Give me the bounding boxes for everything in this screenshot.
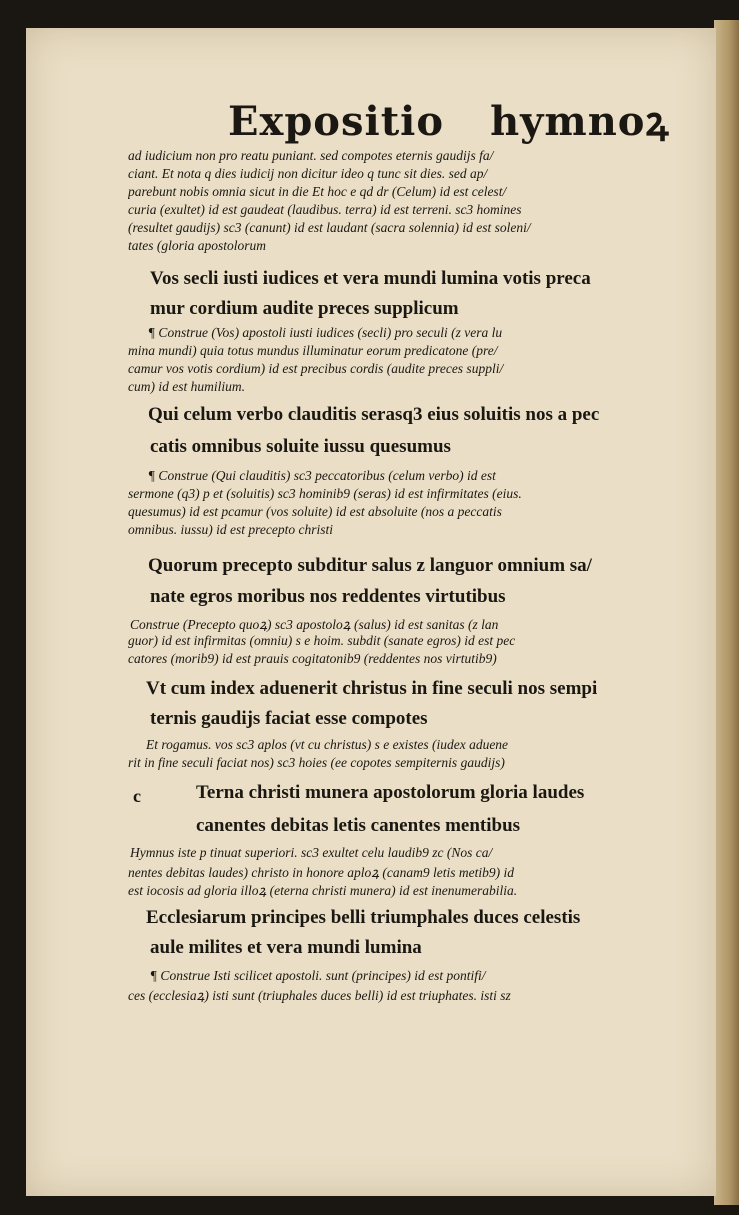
page-title <box>228 92 670 147</box>
commentary-line: ciant. Et nota q dies iudicij non dicitur ideo q tunc sit dies. sed ap/ <box>128 166 488 181</box>
commentary-line: ¶ Construe (Qui clauditis) sc3 peccatoribus (celum verbo) id est <box>148 468 496 483</box>
hymn-verse-line: mur cordium audite preces supplicum <box>150 298 459 319</box>
commentary-line: ¶ Construe (Vos) apostoli iusti iudices (secli) pro seculi (z vera lu <box>148 325 503 340</box>
commentary-line: sermone (q3) p et (soluitis) sc3 hominib9 (seras) id est infirmitates (eius. <box>128 486 522 501</box>
hymn-verse-line: Quorum precepto subditur salus z languor omnium sa/ <box>148 555 592 576</box>
commentary-line: rit in fine seculi faciat nos) sc3 hoies (ee copotes sempiternis gaudijs) <box>128 755 505 770</box>
commentary-line: mina mundi) quia totus mundus illuminatur eorum predicatone (pre/ <box>128 343 498 358</box>
hymn-verse-line: catis omnibus soluite iussu quesumus <box>150 436 451 457</box>
hymn-verse-line: nate egros moribus nos reddentes virtutibus <box>150 586 506 607</box>
hymn-verse-line: Vt cum index aduenerit christus in fine seculi nos sempi <box>146 678 598 699</box>
commentary-line: parebunt nobis omnia sicut in die Et hoc e qd dr (Celum) id est celest/ <box>128 184 507 199</box>
commentary-line: ces (ecclesiaꝝ) isti sunt (triuphales duces belli) id est triuphates. isti sz <box>128 988 511 1003</box>
title-word: Expositio <box>228 98 445 145</box>
commentary-line: omnibus. iussu) id est precepto christi <box>128 522 333 537</box>
commentary-line: tates (gloria apostolorum <box>128 238 267 253</box>
margin-letter: c <box>133 786 141 806</box>
hymn-verse-line: Vos secli iusti iudices et vera mundi lumina votis preca <box>150 268 591 289</box>
book-edge <box>714 20 739 1205</box>
commentary-line: Construe (Precepto quoꝝ) sc3 apostoloꝝ (salus) id est sanitas (z lan <box>130 617 499 632</box>
commentary-line: catores (morib9) id est prauis cogitatonib9 (reddentes nos virtutib9) <box>128 651 497 666</box>
commentary-line: nentes debitas laudes) christo in honore aploꝝ (canam9 letis metib9) id <box>128 865 515 880</box>
commentary-line: Et rogamus. vos sc3 aplos (vt cu christus) s e existes (iudex aduene <box>146 737 509 752</box>
title-word: hymnoꝝ <box>490 98 670 145</box>
hymn-verse-line: ternis gaudijs faciat esse compotes <box>150 708 428 729</box>
hymn-verse-line: Terna christi munera apostolorum gloria laudes <box>196 782 585 803</box>
hymn-verse-line: aule milites et vera mundi lumina <box>150 937 422 958</box>
commentary-line: ¶ Construe Isti scilicet apostoli. sunt (principes) id est pontifi/ <box>150 968 486 983</box>
commentary-line: (resultet gaudijs) sc3 (canunt) id est laudant (sacra solennia) id est soleni/ <box>128 220 531 235</box>
commentary-line: Hymnus iste p tinuat superiori. sc3 exultet celu laudib9 zc (Nos ca/ <box>130 845 493 860</box>
commentary-line: curia (exultet) id est gaudeat (laudibus. terra) id est terreni. sc3 homines <box>128 202 522 217</box>
commentary-line: est iocosis ad gloria illoꝝ (eterna christi munera) id est inenumerabilia. <box>128 883 518 898</box>
commentary-line: ad iudicium non pro reatu puniant. sed compotes eternis gaudijs fa/ <box>128 148 494 163</box>
commentary-line: guor) id est infirmitas (omniu) s e hoim. subdit (sanate egros) id est pec <box>128 633 516 648</box>
hymn-verse-line: canentes debitas letis canentes mentibus <box>196 815 521 836</box>
hymn-verse-line: Ecclesiarum principes belli triumphales duces celestis <box>146 907 581 928</box>
commentary-line: quesumus) id est pcamur (vos soluite) id est absoluite (nos a peccatis <box>128 504 502 519</box>
commentary-line: camur vos votis cordium) id est precibus cordis (audite preces suppli/ <box>128 361 504 376</box>
commentary-line: cum) id est humilium. <box>128 379 245 394</box>
hymn-verse-line: Qui celum verbo clauditis serasq3 eius soluitis nos a pec <box>148 404 600 425</box>
